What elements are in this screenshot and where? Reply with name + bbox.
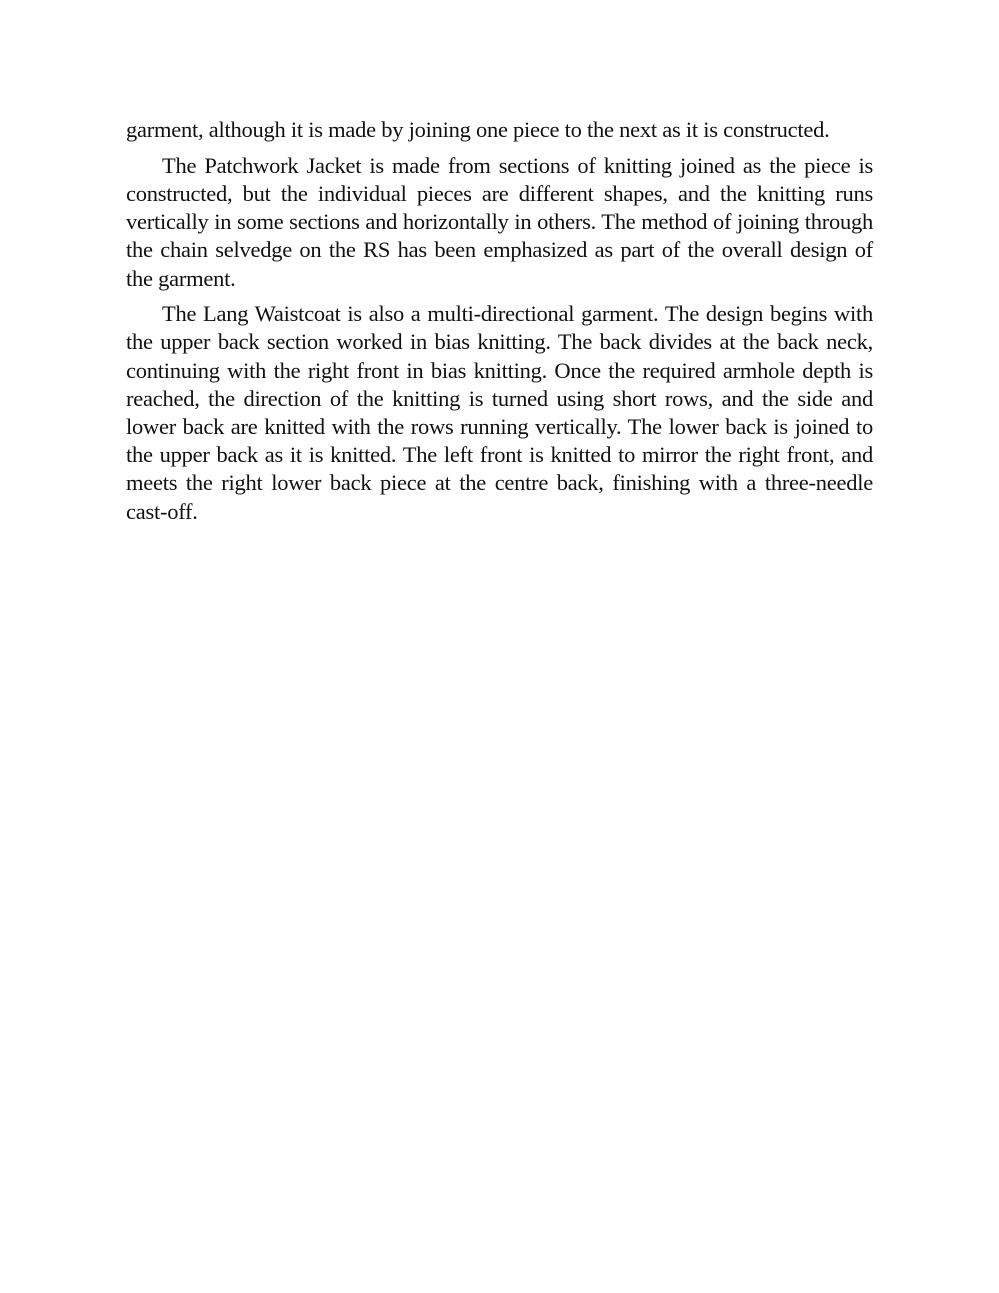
paragraph-patchwork-jacket: The Patchwork Jacket is made from sections of knitting joined as the piece is constructed, but the individual pieces are different shapes, and the knitting runs vertically in some sections and horizontally in others. The method of joining through the chain selvedge on the RS has been emphasized as part of the overall design of the garment. (126, 152, 873, 291)
body-text (126, 116, 873, 533)
paragraph-continuation: garment, although it is made by joining one piece to the next as it is constructed. (126, 117, 830, 142)
paragraph-lang-waistcoat: The Lang Waistcoat is also a multi-directional garment. The design begins with the upper back section worked in bias knitting. The back divides at the back neck, continuing with the right front in bias knitting. Once the required armhole depth is reached, the direction of the knitting is turned using short rows, and the side and lower back are knitted with the rows running vertically. The lower back is joined to the upper back as it is knitted. The left front is knitted to mirror the right front, and meets the right lower back piece at the centre back, finishing with a three-needle cast-off. (126, 301, 873, 524)
